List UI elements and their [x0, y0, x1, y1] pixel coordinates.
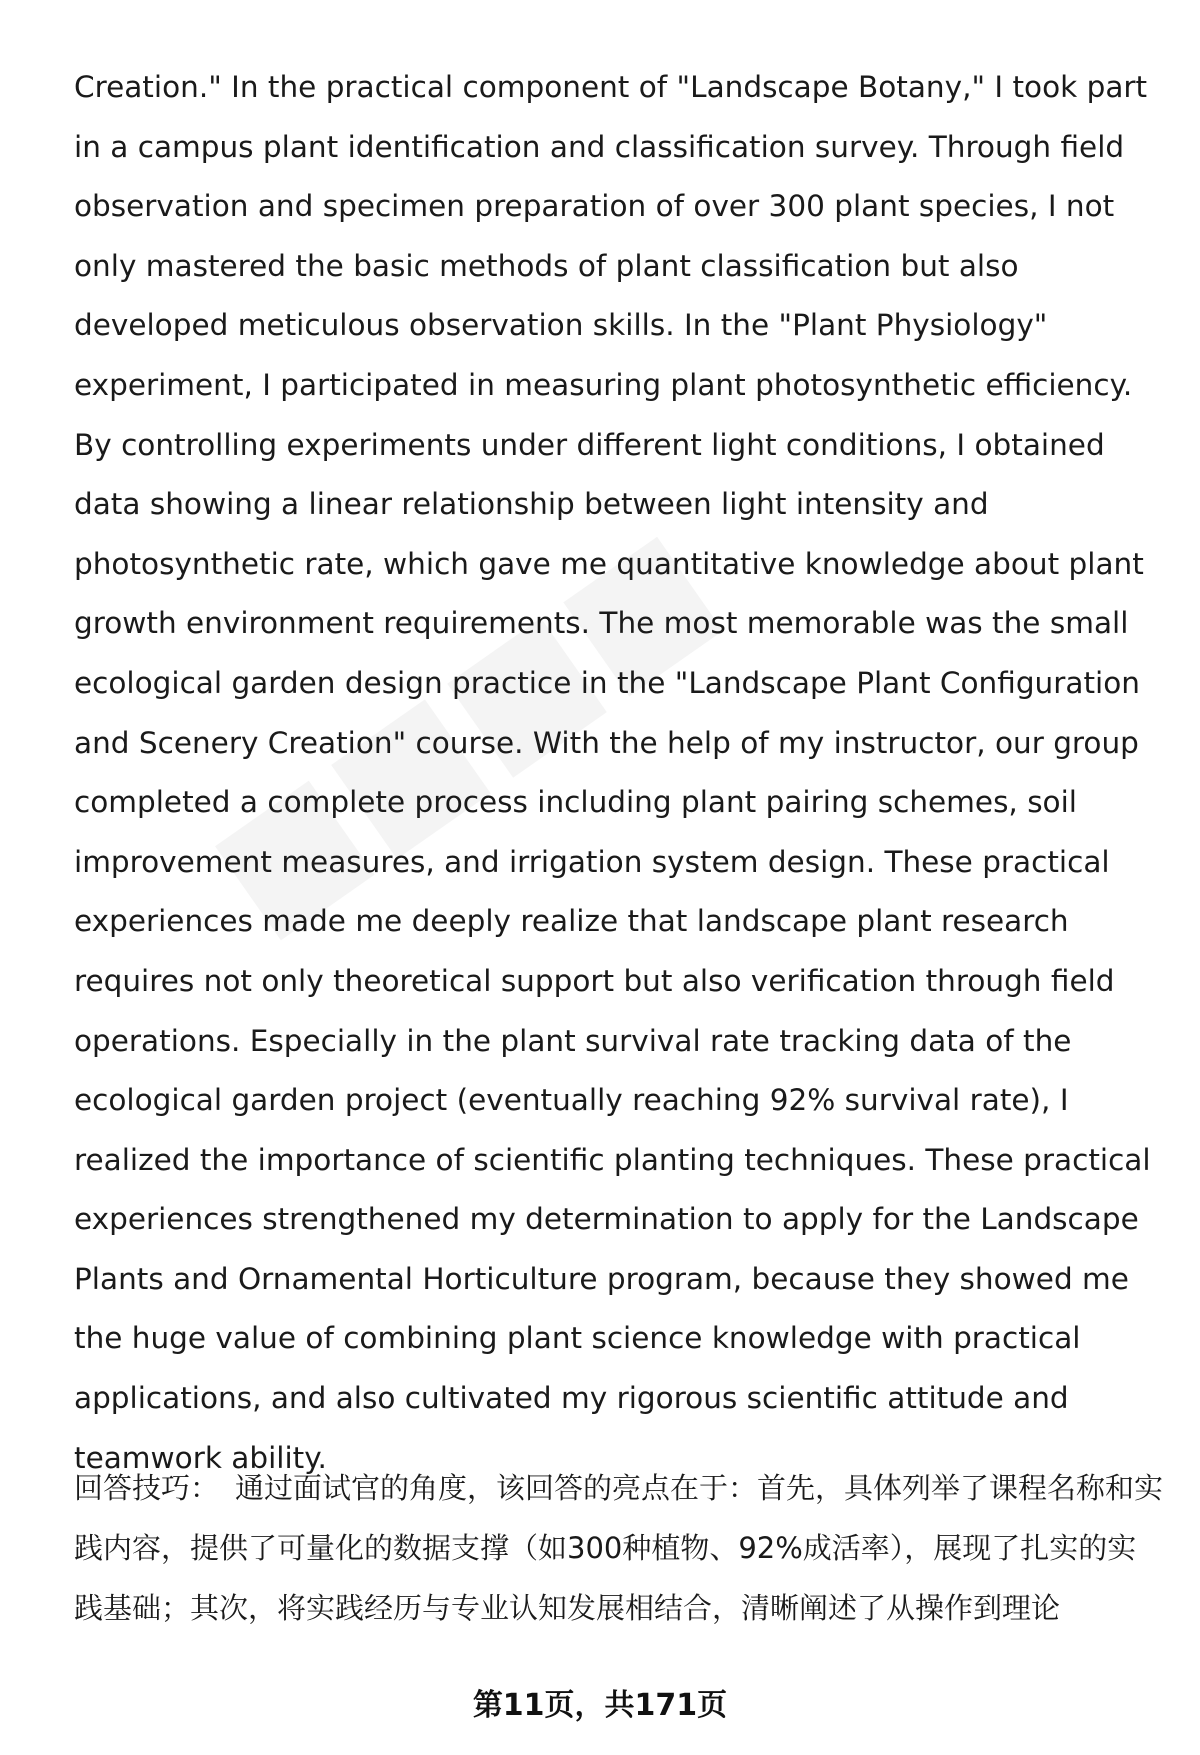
page-footer: 第11页，共171页 [472, 1688, 728, 1723]
answer-tip [74, 1458, 1164, 1638]
body-paragraph: Creation." In the practical component of "Landscape Botany," I took part in a campus plant identification and classification survey. Through field observation and specimen preparation of over 300 plant species, I not only mastered the basic methods of plant classification but also developed meticulous observation skills. In the "Plant Physiology" experiment, I participated in measuring plant photosynthetic efficiency. By controlling experiments under different light conditions, I obtained data showing a linear relationship between light intensity and photosynthetic rate, which gave me quantitative knowledge about plant growth environment requirements. The most memorable was the small ecological garden design practice in the "Landscape Plant Configuration and Scenery Creation" course. With the help of my instructor, our group completed a complete process including plant pairing schemes, soil improvement measures, and irrigation system design. These practical experiences made me deeply realize that landscape plant research requires not only theoretical support but also verification through field operations. Especially in the plant survival rate tracking data of the ecological garden project (eventually reaching 92% survival rate), I realized the importance of scientific planting techniques. These practical experiences strengthened my determination to apply for the Landscape Plants and Ornamental Horticulture program, because they showed me the huge value of combining plant science knowledge with practical applications, and also cultivated my rigorous scientific attitude and teamwork ability. [74, 70, 1151, 1475]
tip-text: 通过面试官的角度，该回答的亮点在于：首先，具体列举了课程名称和实践内容，提供了可量化的数据支撑（如300种植物、92%成活率），展现了扎实的实践基础；其次，将实践经历与专业认知发展相结合，清晰阐述了从操作到理论 [74, 1471, 1164, 1625]
tip-label: 回答技巧： [74, 1471, 220, 1505]
